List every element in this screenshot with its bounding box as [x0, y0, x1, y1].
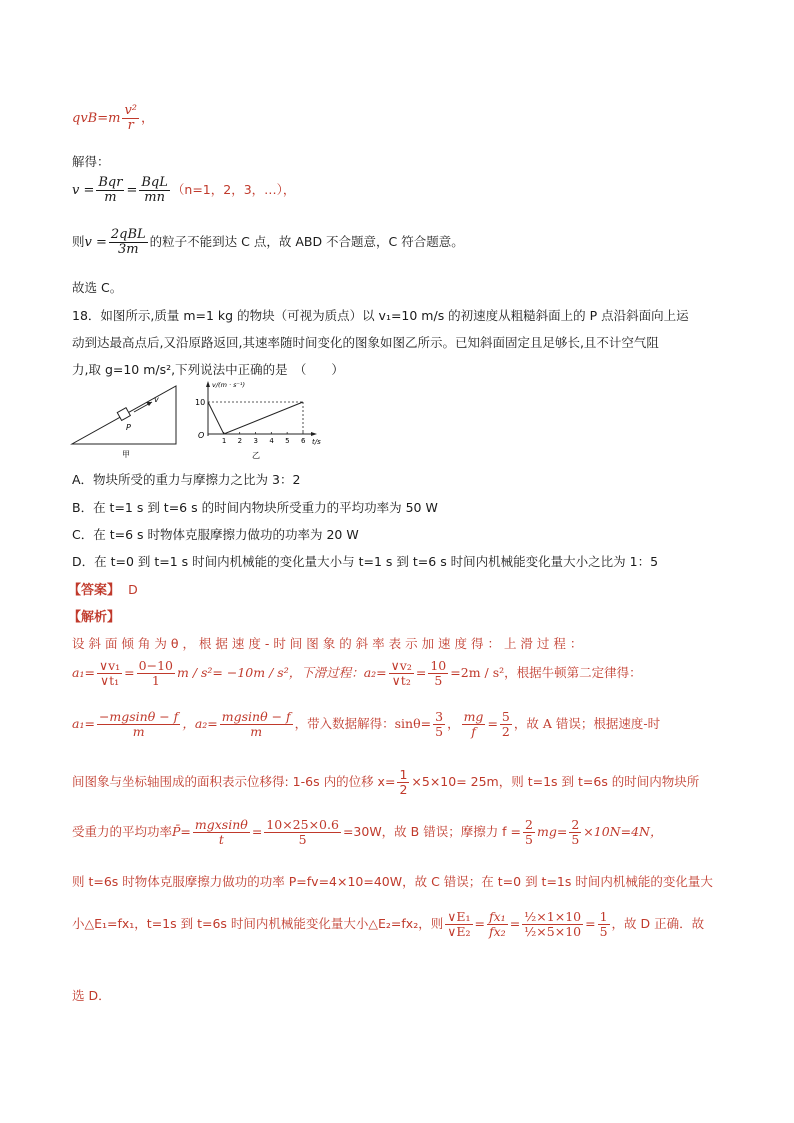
fx2-den: fx₂: [489, 924, 506, 939]
frac-2-5-a-num: 2: [525, 817, 533, 832]
analysis-label: 【解析】: [68, 610, 121, 625]
label-jiede: 解得：: [72, 154, 110, 169]
sin-text: ，带入数据解得：sinθ=: [294, 716, 432, 731]
frac-power-numbers-den: 5: [298, 832, 307, 847]
eq2-den2: mn: [144, 190, 165, 205]
eq3-num: 2qBL: [110, 227, 146, 242]
frac-fx1-fx2: [487, 910, 508, 939]
x-tick-label: 3: [253, 437, 258, 445]
frac-power-numbers: [264, 818, 341, 847]
frac-half-num: 1: [399, 767, 408, 782]
dv2-num: ∨v₂: [390, 658, 412, 673]
analysis-line-2: [72, 659, 642, 688]
mg-eq: mg=: [536, 824, 568, 839]
eq3-frac: [109, 228, 148, 257]
dt2-den: ∨t₂: [391, 673, 411, 688]
line5-mid: =30W，故 B 错误；摩擦力 f =: [342, 824, 522, 839]
eq1-den: r: [127, 118, 134, 133]
line5-tail: ×10N=4N，: [583, 824, 663, 839]
eq3-den: 3m: [117, 242, 139, 257]
fig-v-label: v: [154, 395, 159, 404]
eq-conclusion: [72, 228, 464, 257]
eq3-pre: 则: [72, 234, 85, 249]
frac-2-5-a-den: 5: [525, 832, 533, 847]
a2-newton-num: mgsinθ − f: [221, 709, 291, 724]
frac-a1-newton: [97, 710, 180, 739]
eq-sign-7c: =: [585, 916, 596, 931]
question-line-1: 18．如图所示,质量 m=1 kg 的物块（可视为质点）以 v₁=10 m/s 的初速度从粗糙斜面上的 P 点沿斜面向上运: [72, 308, 689, 323]
fig-label-jia: 甲: [122, 450, 130, 458]
avg-power-symbol: P̄=: [172, 824, 191, 839]
line3-tail: ，故 A 错误；根据速度-时: [513, 716, 661, 731]
frac-energy-ratio: [522, 910, 583, 939]
a1-newton-num: −mgsinθ − f: [98, 709, 179, 724]
answer-value: D: [128, 582, 138, 597]
question-line-3: 力,取 g=10 m/s²,下列说法中正确的是 （ ）: [72, 362, 344, 377]
velocity-line: [208, 402, 303, 434]
analysis-line-5: [72, 818, 662, 847]
origin-label: O: [198, 431, 205, 440]
frac-5-2-den: 2: [501, 724, 510, 739]
frac-2-5-b: [569, 818, 581, 847]
line4-tail: ×5×10= 25m，则 t=1s 到 t=6s 的时间内物块所: [411, 774, 700, 789]
line7-pre: 小△E₁=fx₁，t=1s 到 t=6s 时间内机械能变化量大小△E₂=fx₂，则: [72, 916, 444, 931]
question-line-2: 动到达最高点后,又沿原路返回,其速率随时间变化的图象如图乙所示。已知斜面固定且足够长,且不计空气阻: [72, 335, 659, 350]
frac-1-5: [598, 910, 610, 939]
eq2-frac1: [96, 176, 124, 205]
frac-mg-f: [462, 710, 486, 739]
frac-dv2-dt2: [389, 659, 414, 688]
eq-v-expression: [72, 176, 295, 205]
fig-p-label: P: [126, 423, 131, 432]
dE2-den: ∨E₂: [447, 924, 471, 939]
frac-a2-newton: [220, 710, 293, 739]
eq-sign-3: =: [487, 716, 498, 731]
a2-newton-den: m: [250, 724, 263, 739]
analysis-line-7: [72, 910, 704, 939]
dE1-num: ∨E₁: [447, 909, 471, 924]
a2-label: a₂=: [363, 665, 387, 680]
eq2-num2: BqL: [141, 175, 168, 190]
analysis-line-3: [72, 710, 660, 739]
frac-half: [397, 768, 409, 797]
line4-pre: 间图象与坐标轴围成的面积表示位移得: 1-6s 内的位移 x=: [72, 774, 396, 789]
line5-pre: 受重力的平均功率: [72, 824, 173, 839]
x-tick-label: 4: [269, 437, 274, 445]
x-tick-label: 2: [237, 437, 243, 445]
frac-3-5-num: 3: [435, 709, 444, 724]
frac-3-5-den: 5: [435, 724, 444, 739]
eq-sign: =: [124, 665, 135, 680]
frac-dv1-dt1: [97, 659, 122, 688]
vt-graph: [192, 378, 342, 462]
a2-tail: =2m / s²，根据牛顿第二定律得：: [450, 665, 642, 680]
x-tick-label: 1: [221, 437, 227, 445]
frac-0-10-num: 0−10: [138, 658, 173, 673]
a1-newton: a₁=: [72, 716, 95, 731]
eq2-v: v =: [72, 183, 95, 198]
fig-label-yi: 乙: [252, 451, 260, 460]
answer-row: [68, 579, 138, 598]
answer-label: 【答案】: [68, 583, 121, 598]
a1-units: m / s²= −10m / s²，下滑过程：: [177, 665, 364, 680]
frac-1-5-num: 1: [599, 909, 608, 924]
frac-10-5-num: 10: [430, 658, 447, 673]
eq2-frac2: [139, 176, 170, 205]
eq1-num: v²: [124, 103, 138, 118]
frac-power-numbers-num: 10×25×0.6: [266, 817, 339, 832]
eq3-v: v =: [84, 235, 107, 250]
frac-0-10: [137, 659, 175, 688]
analysis-line-4: [72, 768, 699, 797]
frac-power: [193, 818, 250, 847]
a1-label: a₁=: [72, 665, 95, 680]
eq-sign-2: =: [415, 665, 427, 680]
option-a: A．物块所受的重力与摩擦力之比为 3：2: [72, 472, 301, 487]
frac-2-5-b-den: 5: [571, 832, 580, 847]
frac-10-5: [428, 659, 448, 688]
option-c: C．在 t=6 s 时物体克服摩擦力做功的功率为 20 W: [72, 527, 359, 542]
eq2-eq: =: [126, 183, 138, 198]
eq1-frac: [122, 104, 139, 133]
eq-lorentz: [72, 104, 154, 133]
frac-3-5: [433, 710, 445, 739]
frac-dE1-dE2: [445, 910, 472, 939]
y-axis-arrowhead: [206, 381, 210, 387]
eq2-num1: Bqr: [98, 175, 123, 190]
incline-figure: [70, 378, 180, 458]
energy-ratio-num: ½×1×10: [524, 909, 582, 924]
a1-newton-den: m: [132, 724, 145, 739]
fx1-num: fx₁: [489, 909, 506, 924]
axis-x-label: t/s: [312, 438, 321, 446]
eq-sign-7: =: [474, 916, 485, 931]
axis-y-label: v/(m · s⁻¹): [212, 381, 246, 389]
frac-power-num: mgxsinθ: [194, 817, 248, 832]
line7-tail: ，故 D 正确．故: [611, 916, 705, 931]
eq-sign-5: =: [251, 824, 263, 839]
frac-power-den: t: [218, 832, 224, 847]
eq2-den1: m: [104, 190, 117, 205]
analysis-line-8: 选 D．: [72, 988, 111, 1003]
frac-2-5-a: [523, 818, 535, 847]
x-axis-arrowhead: [311, 432, 317, 436]
x-tick-label: 6: [301, 437, 306, 445]
option-b: B．在 t=1 s 到 t=6 s 的时间内物块所受重力的平均功率为 50 W: [72, 500, 438, 515]
frac-5-2: [500, 710, 512, 739]
frac-half-den: 2: [399, 782, 408, 797]
analysis-line-6: 则 t=6s 时物体克服摩擦力做功的功率 P=fv=4×10=40W，故 C 错误；在 t=0 到 t=1s 时间内机械能的变化量大: [72, 874, 713, 889]
block-icon: [117, 408, 130, 421]
frac-f-den: f: [471, 724, 476, 739]
frac-5-2-num: 5: [501, 709, 510, 724]
option-d: D．在 t=0 到 t=1 s 时间内机械能的变化量大小与 t=1 s 到 t=6 s 时间内机械能变化量大小之比为 1：5: [72, 554, 659, 569]
eq1-tail: ，: [141, 111, 155, 126]
sep: ，: [447, 716, 460, 731]
dv1-num: ∨v₁: [98, 658, 121, 673]
dt1-den: ∨t₁: [99, 673, 120, 688]
a2-newton: ，a₂=: [182, 716, 218, 731]
choose-c: 故选 C。: [72, 280, 123, 295]
eq3-post: 的粒子不能到达 C 点，故 ABD 不合题意，C 符合题意。: [149, 234, 464, 249]
frac-1-5-den: 5: [599, 924, 608, 939]
analysis-line-1: 设 斜 面 倾 角 为 θ ， 根 据 速 度 - 时 间 图 象 的 斜 率 表 示 加 速 度 得 ： 上 滑 过 程 ：: [72, 636, 583, 651]
tick-10-label: 10: [195, 398, 206, 407]
x-tick-label: 5: [285, 437, 290, 445]
frac-2-5-b-num: 2: [571, 817, 580, 832]
frac-0-10-den: 1: [151, 673, 160, 688]
eq1-left: qvB=m: [72, 111, 121, 126]
frac-mg-num: mg: [463, 709, 484, 724]
energy-ratio-den: ½×5×10: [524, 924, 582, 939]
eq-sign-7b: =: [509, 916, 521, 931]
eq2-condition: （n=1，2，3，…），: [171, 182, 296, 197]
frac-10-5-den: 5: [434, 673, 443, 688]
